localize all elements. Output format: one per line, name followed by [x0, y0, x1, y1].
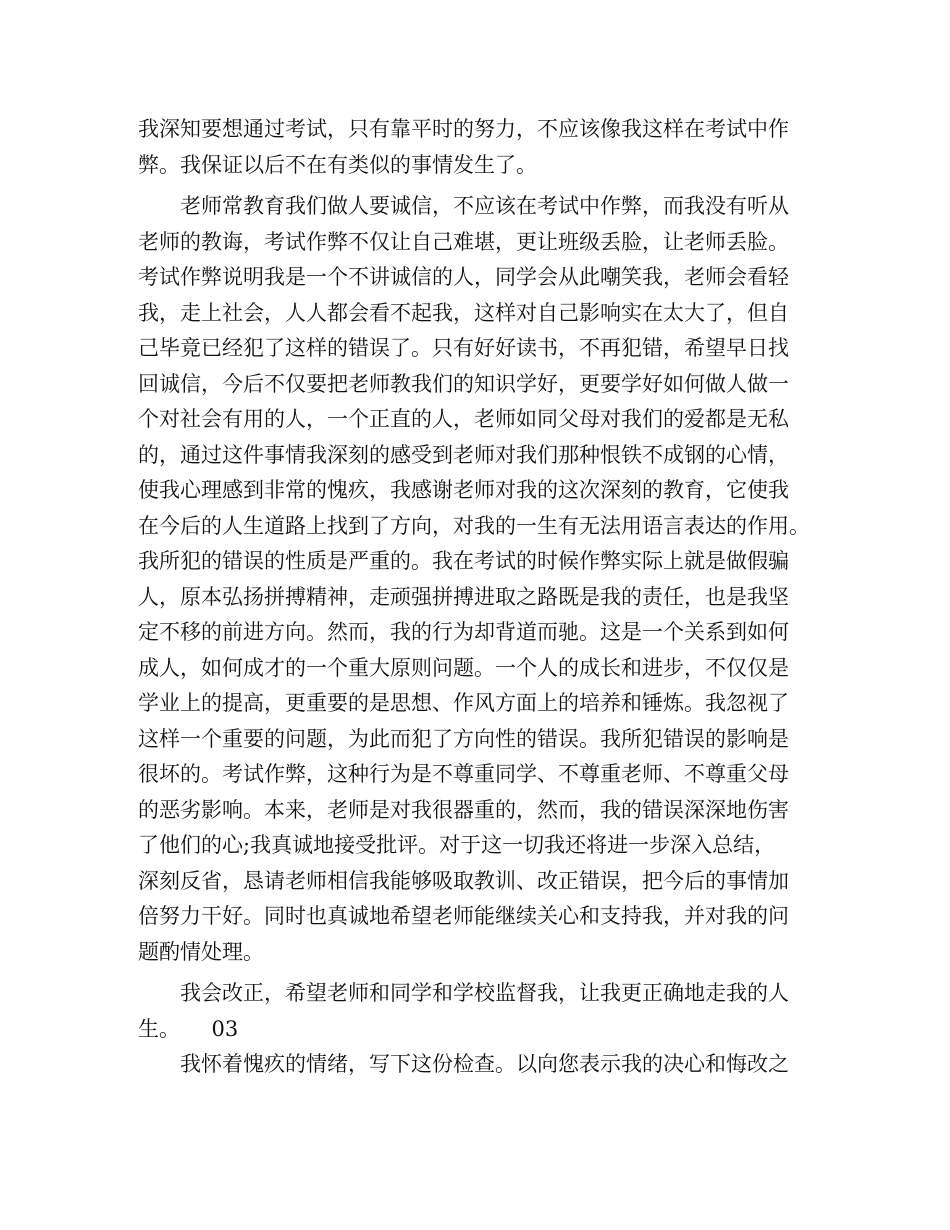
text-line: 很坏的。考试作弊，这种行为是不尊重同学、不尊重老师、不尊重父母	[138, 762, 789, 786]
text-line: 老师的教诲，考试作弊不仅让自己难堪，更让班级丢脸，让老师丢脸。	[138, 229, 789, 254]
text-line: 弊。我保证以后不在有类似的事情发生了。	[138, 152, 537, 177]
paragraph-start-line: 我会改正，希望老师和同学和学校监督我，让我更正确地走我的人	[180, 981, 789, 1005]
text-line: 考试作弊说明我是一个不讲诚信的人，同学会从此嘲笑我，老师会看轻	[138, 265, 789, 289]
text-line: 定不移的前进方向。然而，我的行为却背道而驰。这是一个关系到如何	[138, 620, 789, 644]
document-body	[138, 112, 828, 1083]
text-line: 我所犯的错误的性质是严重的。我在考试的时候作弊实际上就是做假骗	[138, 549, 789, 573]
paragraph-start-line: 老师常教育我们做人要诚信，不应该在考试中作弊，而我没有听从	[180, 194, 789, 218]
text-line: 的，通过这件事情我深刻的感受到老师对我们那种恨铁不成钢的心情，	[138, 442, 789, 467]
text-line: 人，原本弘扬拼搏精神，走顽强拼搏进取之路既是我的责任，也是我坚	[138, 584, 789, 609]
text-line: 个对社会有用的人，一个正直的人，老师如同父母对我们的爱都是无私	[138, 407, 789, 431]
text-line: 成人，如何成才的一个重大原则问题。一个人的成长和进步，不仅仅是	[138, 655, 789, 680]
text-line: 使我心理感到非常的愧疚，我感谢老师对我的这次深刻的教育，它使我	[138, 478, 789, 502]
text-line: 的恶劣影响。本来，老师是对我很器重的，然而，我的错误深深地伤害	[138, 797, 789, 822]
text-line: 题酌情处理。	[138, 939, 264, 964]
text-line: 在今后的人生道路上找到了方向，对我的一生有无法用语言表达的作用。	[138, 513, 810, 538]
paragraph-start-line: 我怀着愧疚的情绪，写下这份检查。以向您表示我的决心和悔改之	[180, 1052, 789, 1076]
text-line: 倍努力干好。同时也真诚地希望老师能继续关心和支持我，并对我的问	[138, 904, 789, 928]
text-line: 我深知要想通过考试，只有靠平时的努力，不应该像我这样在考试中作	[138, 117, 789, 141]
text-line: 了他们的心;我真诚地接受批评。对于这一切我还将进一步深入总结，	[138, 833, 776, 857]
text-line: 己毕竟已经犯了这样的错误了。只有好好读书，不再犯错，希望早日找	[138, 336, 789, 360]
text-line: 生。 03	[138, 1016, 239, 1041]
text-line: 深刻反省，恳请老师相信我能够吸取教训、改正错误，把今后的事情加	[138, 868, 789, 893]
text-line: 我，走上社会，人人都会看不起我，这样对自己影响实在太大了，但自	[138, 300, 789, 325]
text-line: 这样一个重要的问题，为此而犯了方向性的错误。我所犯错误的影响是	[138, 726, 789, 751]
text-line: 回诚信，今后不仅要把老师教我们的知识学好，更要学好如何做人做一	[138, 371, 789, 396]
text-line: 学业上的提高，更重要的是思想、作风方面上的培养和锤炼。我忽视了	[138, 691, 789, 715]
